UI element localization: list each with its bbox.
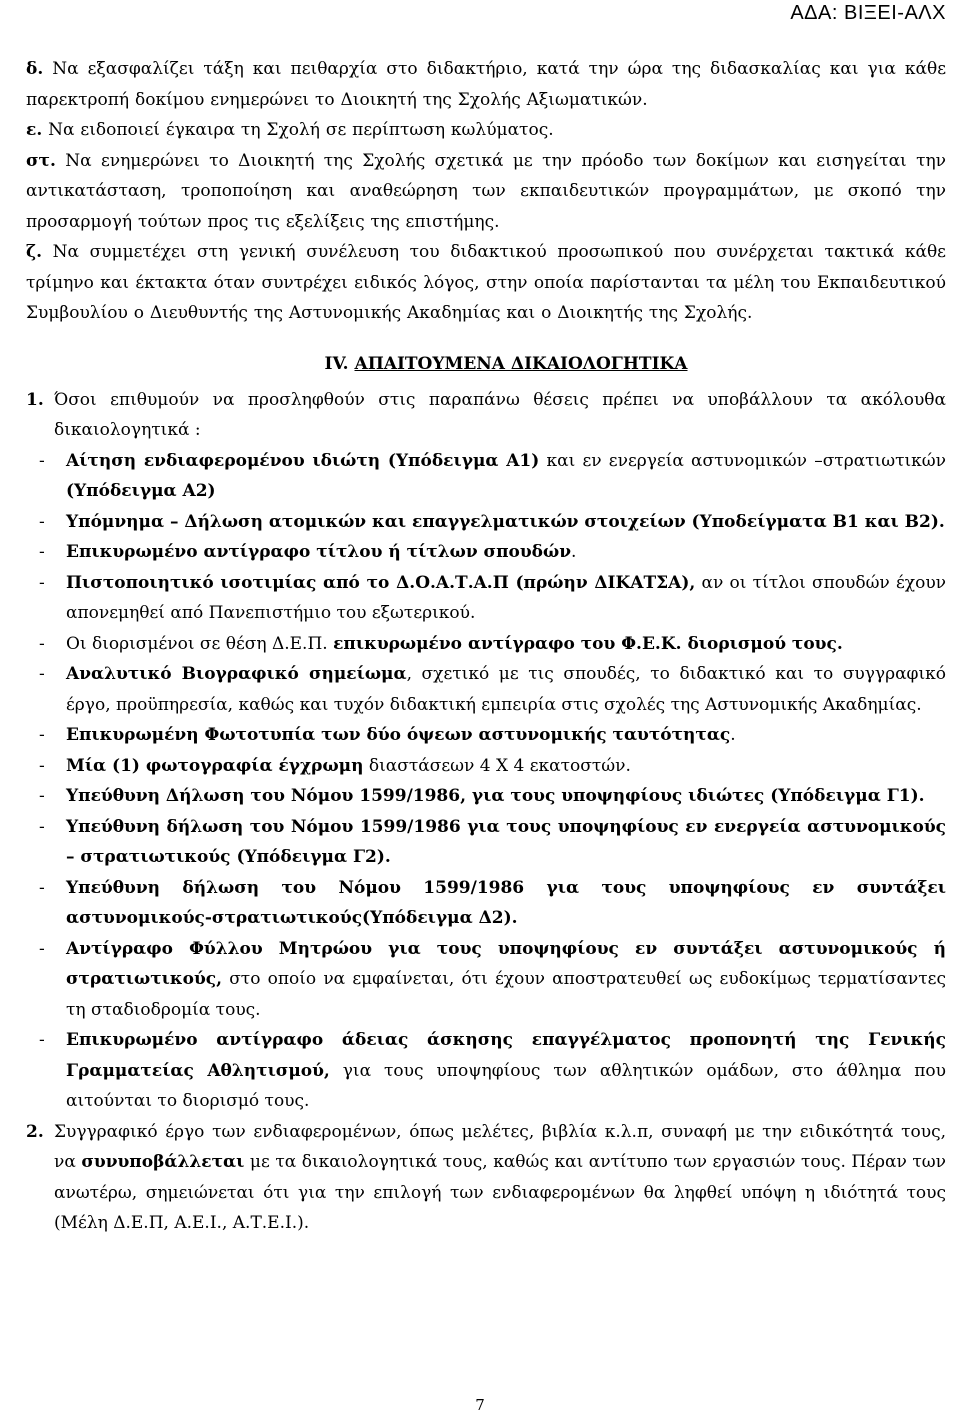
item-bold-text: Υπεύθυνη Δήλωση του Νόμου 1599/1986, για τους υποψηφίους ιδιώτες (Υπόδειγμα Γ1). <box>66 786 925 806</box>
list-dash: - <box>39 786 45 806</box>
list-item <box>26 934 946 1026</box>
section-number: IV. <box>324 353 349 374</box>
list-dash: - <box>39 511 45 532</box>
section-title: ΑΠΑΙΤΟΥΜΕΝΑ ΔΙΚΑΙΟΛΟΓΗΤΙΚΑ <box>354 353 688 374</box>
point-1 <box>26 385 946 446</box>
paragraph-text: Να ειδοποιεί έγκαιρα τη Σχολή σε περίπτωση κωλύματος. <box>42 120 554 140</box>
paragraph-text: Να ενημερώνει το Διοικητή της Σχολής σχετικά με την πρόοδο των δοκίμων και εισηγείται την αντικατάσταση, τροποποίηση και αναθεώρηση των εκπαιδευτικών προγραμμάτων, με σκοπό την προσαρμογή τούτων προς τις εξελίξεις της επιστήμης. <box>26 150 946 232</box>
item-text: Οι διορισμένοι σε θέση Δ.Ε.Π. <box>66 633 334 654</box>
paragraph-z <box>26 237 946 329</box>
page-number: 7 <box>475 1396 485 1414</box>
point-text: Συγγραφικό έργο των ενδιαφερομένων, όπως μελέτες, βιβλία κ.λ.π, συναφή με την ειδικότητά τους, να <box>54 1121 946 1172</box>
item-text: . <box>730 725 736 745</box>
paragraph-d <box>26 54 946 115</box>
item-bold-text: (Υπόδειγμα Α2) <box>66 481 216 501</box>
point-bold-text: συνυποβάλλεται <box>81 1152 245 1172</box>
item-bold-text: Επικυρωμένο αντίγραφο άδειας άσκησης επαγγέλματος προπονητή της Γενικής Γραμματείας Αθλητισμού, <box>66 1030 946 1081</box>
item-bold-text: Αίτηση ενδιαφερομένου ιδιώτη (Υπόδειγμα Α1) <box>66 450 540 471</box>
item-bold-text: Επικυρωμένη Φωτοτυπία των δύο όψεων αστυνομικής ταυτότητας <box>66 725 731 745</box>
point-label: 2. <box>26 1121 44 1142</box>
list-dash: - <box>39 572 45 593</box>
item-bold-text: Υπεύθυνη δήλωση του Νόμου 1599/1986 για τους υποψηφίους εν συντάξει αστυνομικούς-στρατιωτικούς(Υπόδειγμα Δ2). <box>66 877 946 928</box>
item-text: αν οι τίτλοι σπουδών έχουν απονεμηθεί από Πανεπιστήμιο του εξωτερικού. <box>66 572 946 623</box>
item-bold-text: Μία (1) φωτογραφία έγχρωμη <box>66 755 364 776</box>
paragraph-text: Να εξασφαλίζει τάξη και πειθαρχία στο διδακτήριο, κατά την ώρα της διδασκαλίας και για κάθε παρεκτροπή δοκίμου ενημερώνει το Διοικητή της Σχολής Αξιωματικών. <box>26 59 946 110</box>
list-item <box>26 629 946 660</box>
paragraph-st <box>26 146 946 238</box>
list-item <box>26 812 946 873</box>
paragraph-label: ζ. <box>26 242 42 262</box>
paragraph-label: ε. <box>26 120 43 140</box>
list-item <box>26 781 946 812</box>
section-heading <box>26 349 946 379</box>
list-item <box>26 446 946 507</box>
item-bold-text: Πιστοποιητικό ισοτιμίας από το Δ.Ο.Α.Τ.Α.Π (πρώην ΔΙΚΑΤΣΑ), <box>66 572 696 593</box>
list-dash: - <box>39 938 45 959</box>
item-bold-text: Αναλυτικό Βιογραφικό σημείωμα <box>66 664 407 684</box>
item-text: , σχετικό με τις σπουδές, το διδακτικό και το συγγραφικό έργο, προϋπηρεσία, καθώς και τυχόν διδακτική εμπειρία στις σχολές της Αστυνομικής Ακαδημίας. <box>66 664 946 715</box>
list-item <box>26 659 946 720</box>
item-bold-text: Υπεύθυνη δήλωση του Νόμου 1599/1986 για τους υποψηφίους εν ενεργεία αστυνομικούς – στρατιωτικούς (Υπόδειγμα Γ2). <box>66 816 946 867</box>
list-dash: - <box>39 664 45 684</box>
list-dash: - <box>39 725 45 745</box>
point-text: με τα δικαιολογητικά τους, καθώς και αντίτυπο των εργασιών τους. Πέραν των ανωτέρω, σημειώνεται ότι για την επιλογή των ενδιαφερομένων θα ληφθεί υπόψη η ιδιότητά τους (Μέλη Δ.Ε.Π, Α.Ε.Ι., Α.Τ.Ε.Ι.). <box>54 1152 947 1233</box>
point-text: Όσοι επιθυμούν να προσληφθούν στις παραπάνω θέσεις πρέπει να υποβάλλουν τα ακόλουθα δικαιολογητικά : <box>54 389 946 440</box>
list-item <box>26 507 946 538</box>
list-dash: - <box>39 542 45 562</box>
item-bold-text: Επικυρωμένο αντίγραφο τίτλου ή τίτλων σπουδών <box>66 542 571 562</box>
item-text: διαστάσεων 4 Χ 4 εκατοστών. <box>363 755 631 776</box>
list-item <box>26 537 946 568</box>
paragraph-label: δ. <box>26 59 44 79</box>
item-text: και εν ενεργεία αστυνομικών –στρατιωτικών <box>539 450 946 471</box>
list-item <box>26 1025 946 1117</box>
item-text: στο οποίο να εμφαίνεται, ότι έχουν αποστρατευθεί ως ευδοκίμως τερματίσαντες τη σταδιοδρομία τους. <box>66 969 946 1020</box>
item-text: για τους υποψηφίους των αθλητικών ομάδων, στο άθλημα που αιτούνται το διορισμό τους. <box>66 1060 947 1111</box>
document-page <box>26 54 946 1239</box>
paragraph-label: στ. <box>26 150 56 171</box>
item-bold-text: επικυρωμένο αντίγραφο του Φ.Ε.Κ. διορισμού τους. <box>333 633 843 654</box>
list-item <box>26 751 946 782</box>
list-dash: - <box>39 1030 45 1050</box>
point-label: 1. <box>26 389 44 410</box>
paragraph-e <box>26 115 946 146</box>
item-text: . <box>571 542 577 562</box>
paragraph-text: Να συμμετέχει στη γενική συνέλευση του διδακτικού προσωπικού που συνέρχεται τακτικά κάθε τρίμηνο και έκτακτα όταν συντρέχει ειδικός λόγος, στην οποία παρίστανται τα μέλη του Εκπαιδευτικού Συμβουλίου ο Διευθυντής της Αστυνομικής Ακαδημίας και ο Διοικητής της Σχολής. <box>26 242 946 323</box>
item-bold-text: Αντίγραφο Φύλλου Μητρώου για τους υποψηφίους εν συντάξει αστυνομικούς ή στρατιωτικούς, <box>66 938 946 989</box>
list-dash: - <box>39 877 45 898</box>
list-dash: - <box>39 816 45 837</box>
list-item <box>26 873 946 934</box>
list-item <box>26 568 946 629</box>
point-2 <box>26 1117 946 1239</box>
list-dash: - <box>39 450 45 471</box>
list-dash: - <box>39 633 45 654</box>
list-item <box>26 720 946 751</box>
ada-code: ΑΔΑ: ΒΙΞΕΙ-ΑΛΧ <box>790 2 946 24</box>
list-dash: - <box>39 755 45 776</box>
item-bold-text: Υπόμνημα – Δήλωση ατομικών και επαγγελματικών στοιχείων (Υποδείγματα Β1 και Β2). <box>66 511 945 532</box>
